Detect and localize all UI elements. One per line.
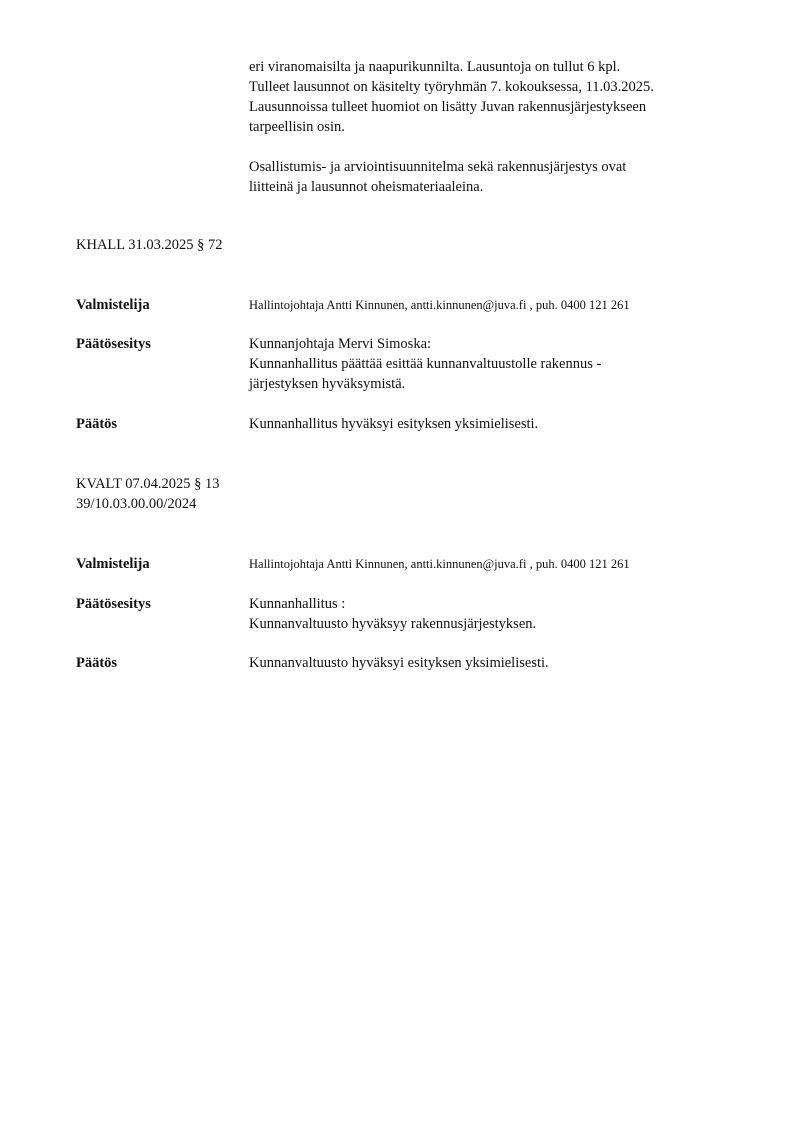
intro-line-3: Lausunnoissa tulleet huomiot on lisätty Juvan rakennusjärjestykseen [249,99,647,115]
intro-line-5: Osallistumis- ja arviointisuunnitelma sekä rakennusjärjestys ovat [249,159,627,175]
kvalt-paatosesitys-line-1: Kunnanhallitus : [249,596,346,612]
kvalt-paatosesitys-line-2: Kunnanvaltuusto hyväksyy rakennusjärjestyksen. [249,616,537,632]
kvalt-paatosesitys-label: Päätösesitys [76,596,151,612]
kvalt-paatos-label: Päätös [76,655,118,671]
kvalt-paatos-text: Kunnanvaltuusto hyväksyi esityksen yksimielisesti. [249,655,549,671]
intro-line-6: liitteinä ja lausunnot oheismateriaaleina. [249,179,484,195]
khall-paatosesitys-line-1: Kunnanjohtaja Mervi Simoska: [249,336,432,352]
intro-line-1: eri viranomaisilta ja naapurikunnilta. Lausuntoja on tullut 6 kpl. [249,59,621,75]
kvalt-valmistelija-label: Valmistelija [76,556,150,572]
intro-line-4: tarpeellisin osin. [249,119,345,135]
khall-paatos-text: Kunnanhallitus hyväksyi esityksen yksimielisesti. [249,416,539,432]
kvalt-valmistelija-text: Hallintojohtaja Antti Kinnunen, antti.kinnunen@juva.fi , puh. 0400 121 261 [249,557,630,571]
khall-paatosesitys-line-2: Kunnanhallitus päättää esittää kunnanvaltuustolle rakennus - [249,356,602,372]
khall-paatosesitys-line-3: järjestyksen hyväksymistä. [249,376,406,392]
kvalt-record-number: 39/10.03.00.00/2024 [76,496,197,512]
khall-paatos-label: Päätös [76,416,118,432]
intro-line-2: Tulleet lausunnot on käsitelty työryhmän 7. kokouksessa, 11.03.2025. [249,79,654,95]
khall-valmistelija-text: Hallintojohtaja Antti Kinnunen, antti.kinnunen@juva.fi , puh. 0400 121 261 [249,298,630,312]
kvalt-reference: KVALT 07.04.2025 § 13 [76,476,220,492]
khall-paatosesitys-label: Päätösesitys [76,336,151,352]
khall-reference: KHALL 31.03.2025 § 72 [76,237,223,253]
khall-valmistelija-label: Valmistelija [76,297,150,313]
